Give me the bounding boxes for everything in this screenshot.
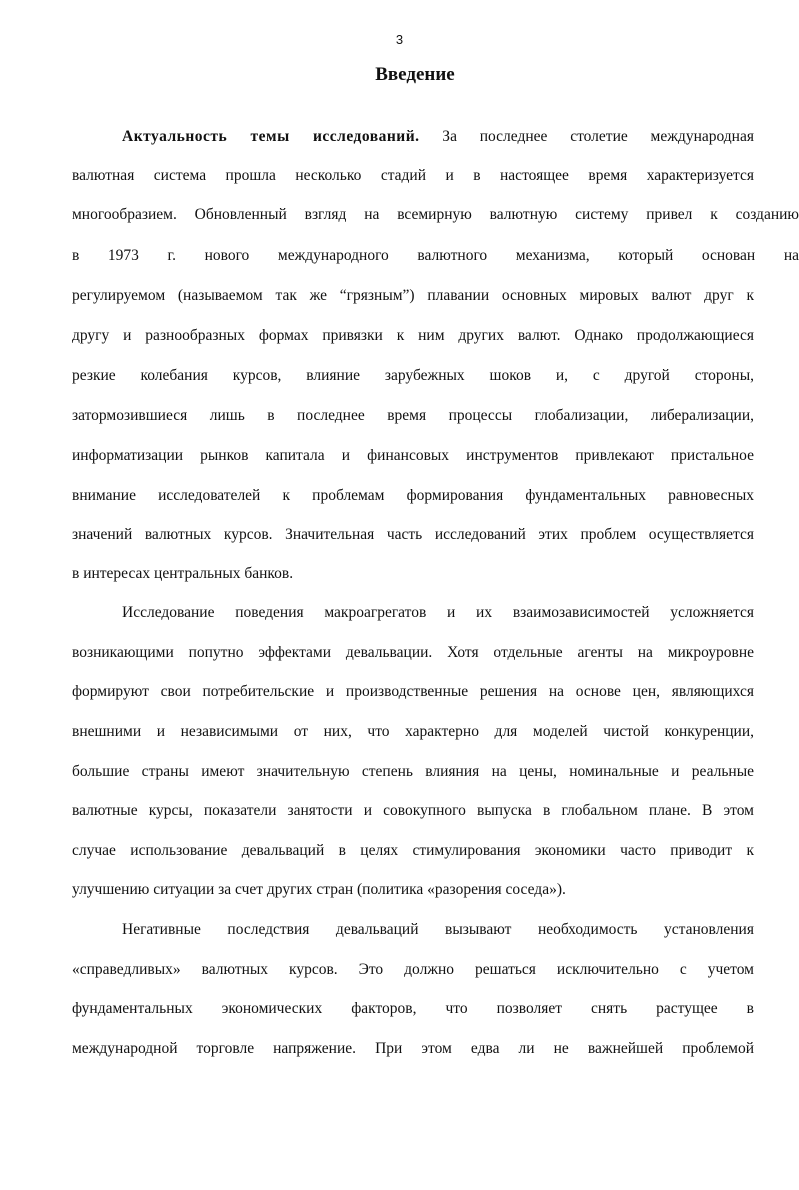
line-text: многообразием. Обновленный взгляд на всемирную валютную систему привел к созданию <box>72 206 799 223</box>
line-text: возникающими попутно эффектами девальвации. Хотя отдельные агенты на микроуровне <box>72 644 754 661</box>
bold-lead-phrase: Актуальность темы исследований. <box>122 128 420 145</box>
page-number: 3 <box>395 32 404 47</box>
text-line <box>72 999 754 1019</box>
line-text: внешними и независимыми от них, что характерно для моделей чистой конкуренции, <box>72 723 754 740</box>
line-text: формируют свои потребительские и производственные решения на основе цен, являющихся <box>72 683 754 700</box>
line-text: другу и разнообразных формах привязки к ним других валют. Однако продолжающиеся <box>72 327 754 344</box>
line-text: в интересах центральных банков. <box>72 565 294 582</box>
text-line <box>72 286 754 306</box>
text-line <box>72 406 754 426</box>
line-text: «справедливых» валютных курсов. Это должно решаться исключительно с учетом <box>72 961 754 978</box>
line-text: фундаментальных экономических факторов, что позволяет снять растущее в <box>72 1000 754 1017</box>
line-text: Исследование поведения макроагрегатов и их взаимозависимостей усложняется <box>122 604 754 621</box>
line-text: Негативные последствия девальваций вызывают необходимость установления <box>122 921 754 938</box>
text-line <box>72 205 799 225</box>
text-line <box>72 1039 754 1059</box>
line-text: затормозившиеся лишь в последнее время процессы глобализации, либерализации, <box>72 407 754 424</box>
line-text: международной торговле напряжение. При этом едва ли не важнейшей проблемой <box>72 1040 754 1057</box>
line-text: За последнее столетие международная <box>419 128 754 145</box>
text-line <box>72 246 799 266</box>
section-title: Введение <box>375 64 455 85</box>
text-line <box>72 801 754 821</box>
text-line <box>72 525 754 545</box>
line-text: значений валютных курсов. Значительная часть исследований этих проблем осуществляется <box>72 526 754 543</box>
text-line <box>72 446 754 466</box>
line-text: внимание исследователей к проблемам формирования фундаментальных равновесных <box>72 487 754 504</box>
text-line <box>72 166 754 186</box>
text-line <box>122 920 754 940</box>
line-text: большие страны имеют значительную степень влияния на цены, номинальные и реальные <box>72 763 754 780</box>
text-line <box>72 682 754 702</box>
text-line <box>72 326 754 346</box>
line-text: резкие колебания курсов, влияние зарубежных шоков и, с другой стороны, <box>72 367 754 384</box>
line-text: улучшению ситуации за счет других стран (политика «разорения соседа»). <box>72 881 566 898</box>
text-line <box>72 564 754 584</box>
line-text: регулируемом (называемом так же “грязным”) плавании основных мировых валют друг к <box>72 287 754 304</box>
text-line <box>122 127 754 147</box>
line-text: в 1973 г. нового международного валютного механизма, который основан на <box>72 247 799 264</box>
line-text: валютная система прошла несколько стадий и в настоящее время характеризуется <box>72 167 754 184</box>
text-line <box>122 603 754 623</box>
text-line <box>72 880 754 900</box>
text-line <box>72 722 754 742</box>
text-line <box>72 366 754 386</box>
text-line <box>72 960 754 980</box>
line-text: случае использование девальваций в целях стимулирования экономики часто приводит к <box>72 842 754 859</box>
line-text: информатизации рынков капитала и финансовых инструментов привлекают пристальное <box>72 447 754 464</box>
text-line <box>72 841 754 861</box>
text-line <box>72 486 754 506</box>
text-line <box>72 762 754 782</box>
text-line <box>72 643 754 663</box>
line-text: валютные курсы, показатели занятости и совокупного выпуска в глобальном плане. В этом <box>72 802 754 819</box>
